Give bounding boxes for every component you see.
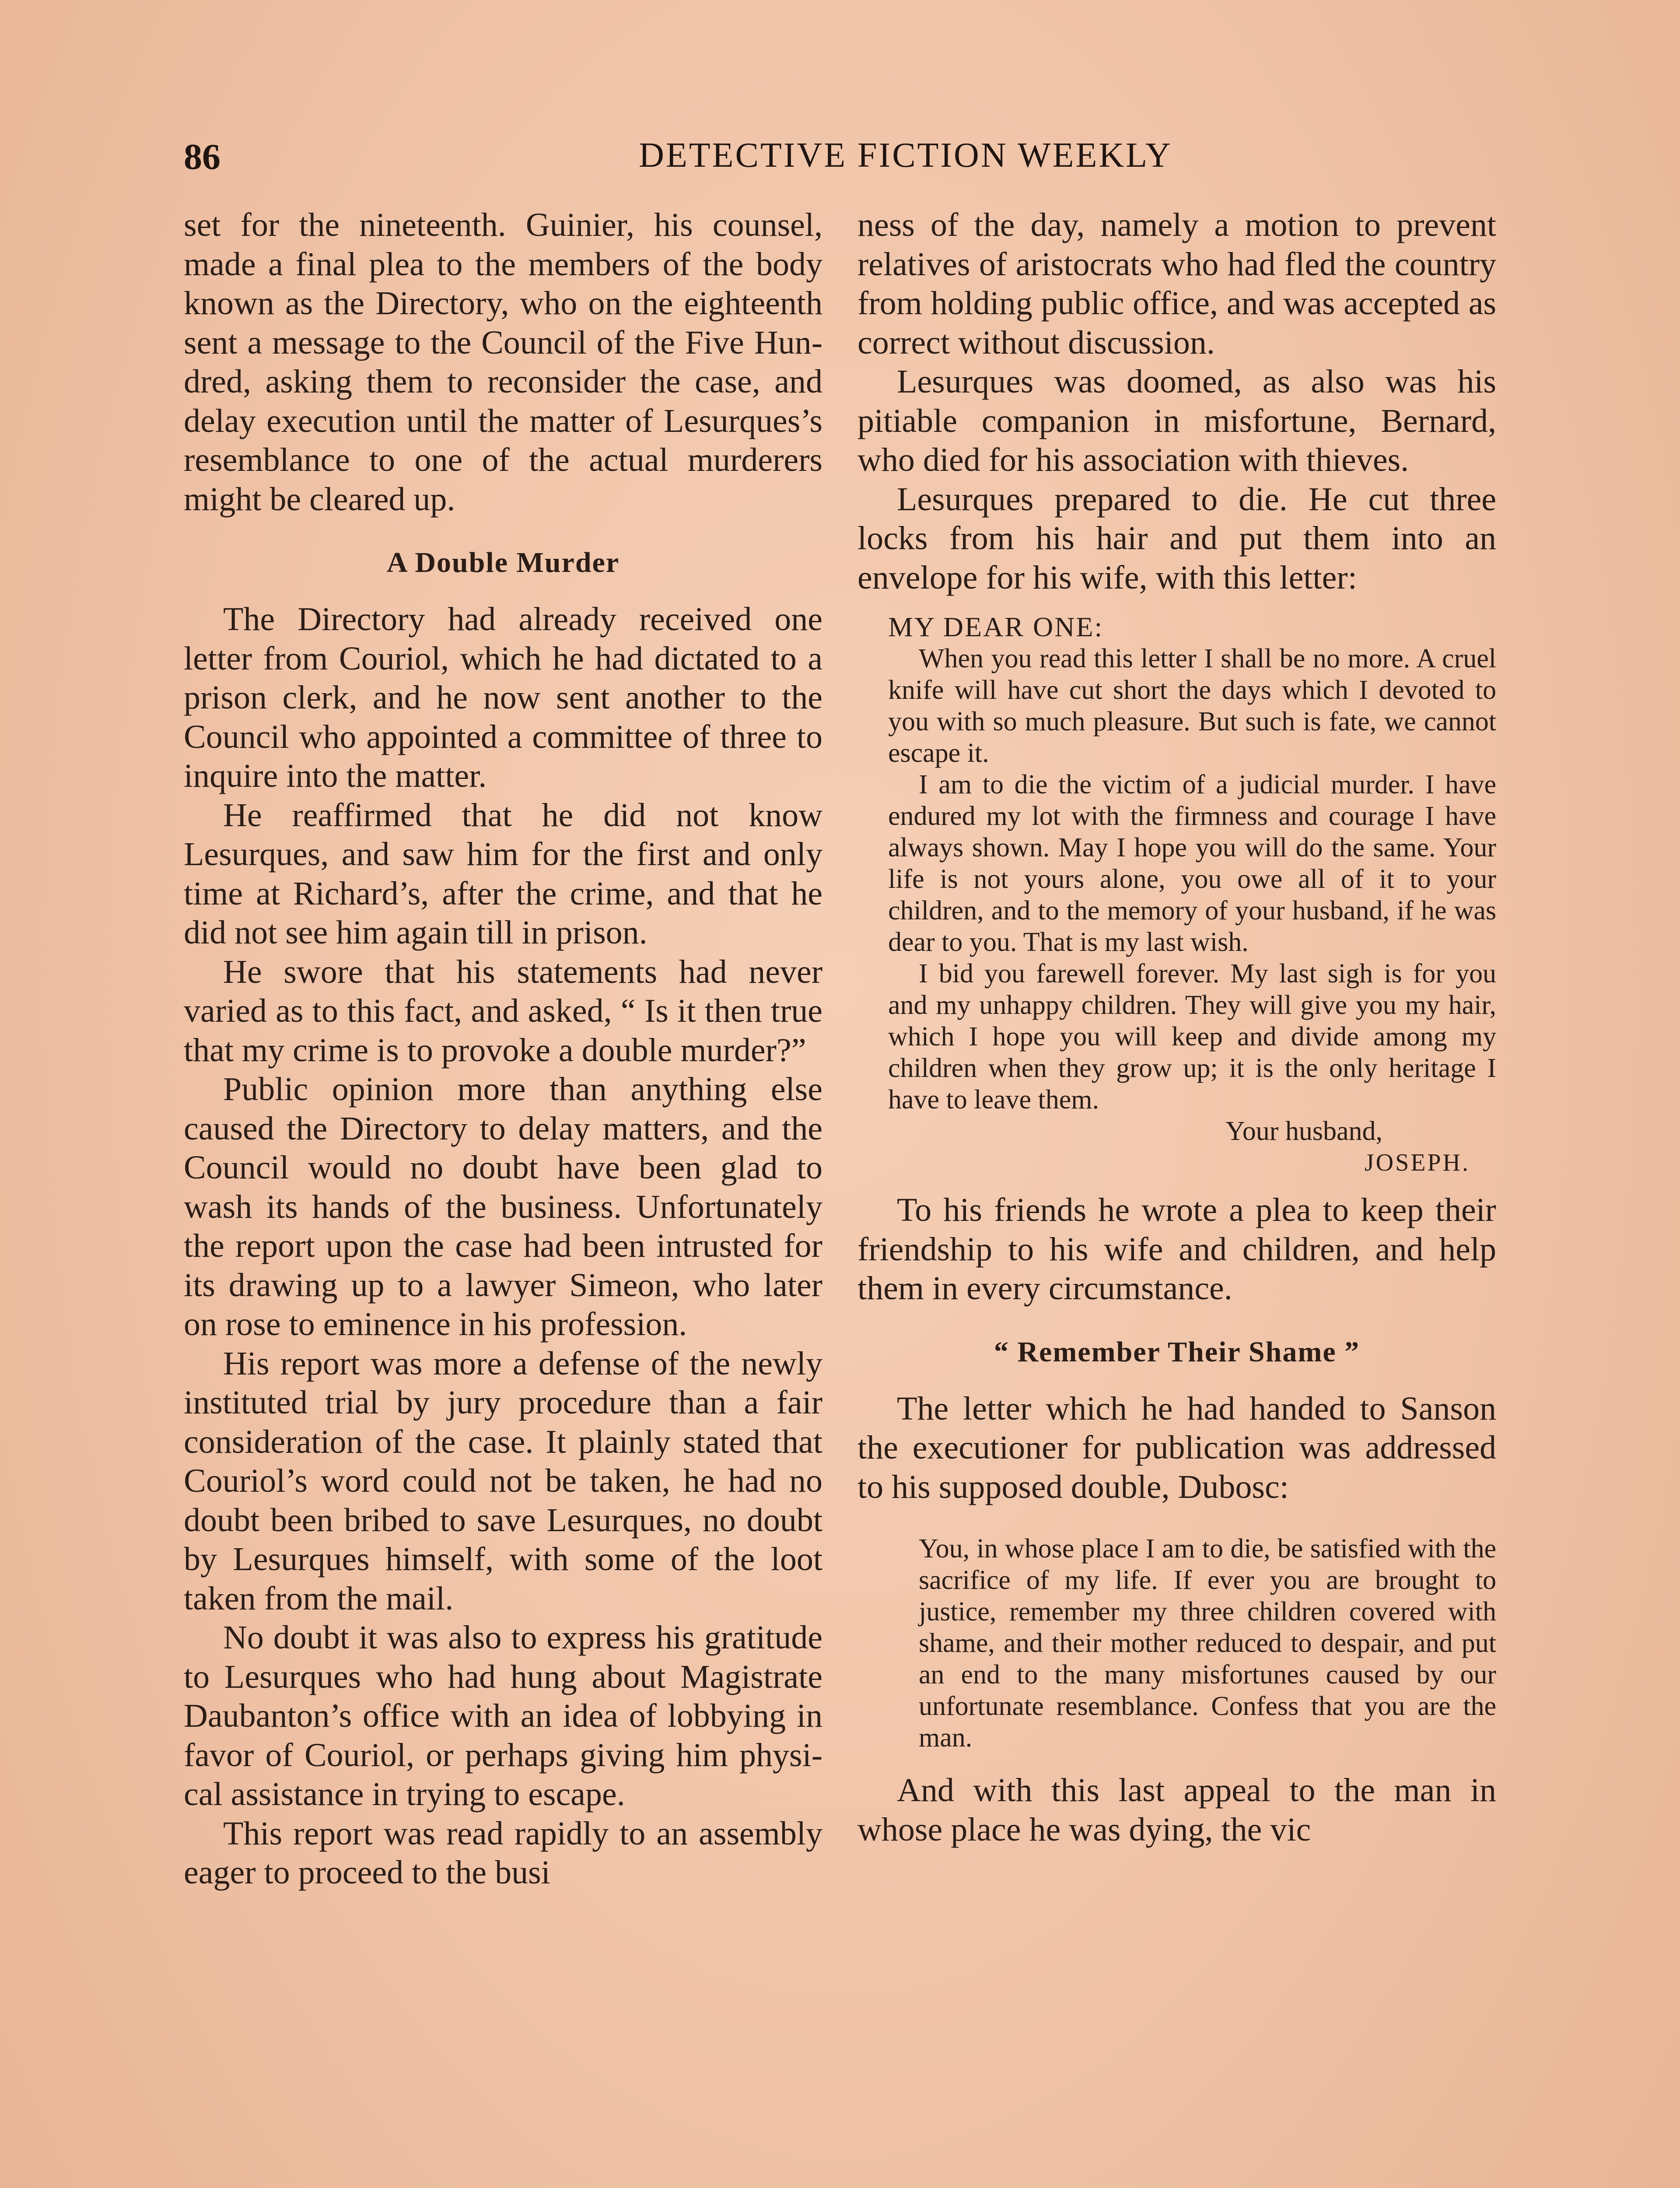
page-header <box>175 131 1505 184</box>
paragraph: No doubt it was also to express his gratitude to Lesurques who had hung about Magistrate Daubanton’s office with an idea of lobbying in favor of Couriol, or perhaps giving him physical assistance in trying to escape. <box>184 1619 822 1813</box>
paragraph: To his friends he wrote a plea to keep their friendship to his wife and children, and help them in every circumstance. <box>858 1192 1496 1307</box>
paragraph: The letter which he had handed to Sanson the executioner for publication was addressed to his supposed double, Dubosc: <box>858 1390 1496 1505</box>
paragraph: ness of the day, namely a motion to prevent relatives of aristocrats who had fled the country from holding public office, and was accepted as correct without discussion. <box>858 207 1496 361</box>
paragraph: His report was more a defense of the newly instituted trial by jury procedure than a fair consideration of the case. It plainly stated that Couriol’s word could not be taken, he had no doubt been bribed to save Lesurques, no doubt by Lesurques himself, with some of the loot taken from the mail. <box>184 1345 822 1617</box>
section-heading: “ Remember Their Shame ” <box>994 1336 1360 1368</box>
letter-closing: Your husband, <box>1225 1116 1382 1146</box>
letter-signature: JOSEPH. <box>1364 1149 1470 1176</box>
right-column <box>858 206 1496 1849</box>
paragraph: He swore that his statements had never varied as to this fact, and asked, “ Is it then true that my crime is to provoke a double murder?” <box>184 953 822 1069</box>
paragraph: He reaffirmed that he did not know Lesurques, and saw him for the first and only time at Richard’s, after the crime, and that he did not see him again till in prison. <box>184 796 822 951</box>
paragraph: Lesurques was doomed, as also was his pitiable companion in misfortune, Bernard, who died for his association with thieves. <box>858 363 1496 478</box>
letter-to-dubosc <box>919 1533 1496 1753</box>
page-number: 86 <box>184 137 220 177</box>
letter-paragraph: You, in whose place I am to die, be satisfied with the sacrifice of my life. If ever you are brought to justice, remember my three children covered with shame, and their mother reduced to despair, and put an end to the many misfortunes caused by our unfortunate resemblance. Confess that you are the man. <box>919 1534 1496 1753</box>
left-column <box>184 206 822 1893</box>
section-heading: A Double Murder <box>386 547 620 579</box>
letter-paragraph: I bid you farewell forever. My last sigh is for you and my unhappy children. They will give you my hair, which I hope you will keep and divide among my children when they grow up; it is the only heritage I have to leave them. <box>888 959 1496 1115</box>
letter-paragraph: When you read this letter I shall be no more. A cruel knife will have cut short the days which I devoted to you with so much pleasure. But such is fate, we cannot escape it. <box>888 644 1496 768</box>
letter-to-wife <box>888 611 1496 1178</box>
paragraph: Lesurques prepared to die. He cut three locks from his hair and put them into an envelope for his wife, with this letter: <box>858 480 1496 596</box>
running-title: DETECTIVE FICTION WEEKLY <box>639 136 1172 175</box>
paragraph: set for the nineteenth. Guinier, his counsel, made a final plea to the members of the body known as the Directory, who on the eighteenth sent a message to the Council of the Five Hundred, asking them to reconsider the case, and delay execution until the matter of Lesurques’s resemblance to one of the actual murderers might be cleared up. <box>184 207 822 518</box>
paragraph: Public opinion more than anything else caused the Directory to delay matters, and the Council would no doubt have been glad to wash its hands of the business. Unfortunately the report upon the case had been intrusted for its drawing up to a lawyer Simeon, who later on rose to eminence in his profession. <box>184 1071 822 1343</box>
paragraph: And with this last appeal to the man in whose place he was dying, the vic <box>858 1772 1496 1848</box>
paragraph: The Directory had already received one letter from Couriol, which he had dictated to a prison clerk, and he now sent another to the Council who appointed a committee of three to inquire into the matter. <box>184 601 822 794</box>
paragraph: This report was read rapidly to an assembly eager to proceed to the busi <box>184 1815 822 1891</box>
letter-salutation: MY DEAR ONE: <box>888 611 1104 642</box>
letter-paragraph: I am to die the victim of a judicial murder. I have endured my lot with the firmness and courage I have always shown. May I hope you will do the same. Your life is not yours alone, you owe all of it to your children, and to the memory of your husband, if he was dear to you. That is my last wish. <box>888 770 1496 957</box>
